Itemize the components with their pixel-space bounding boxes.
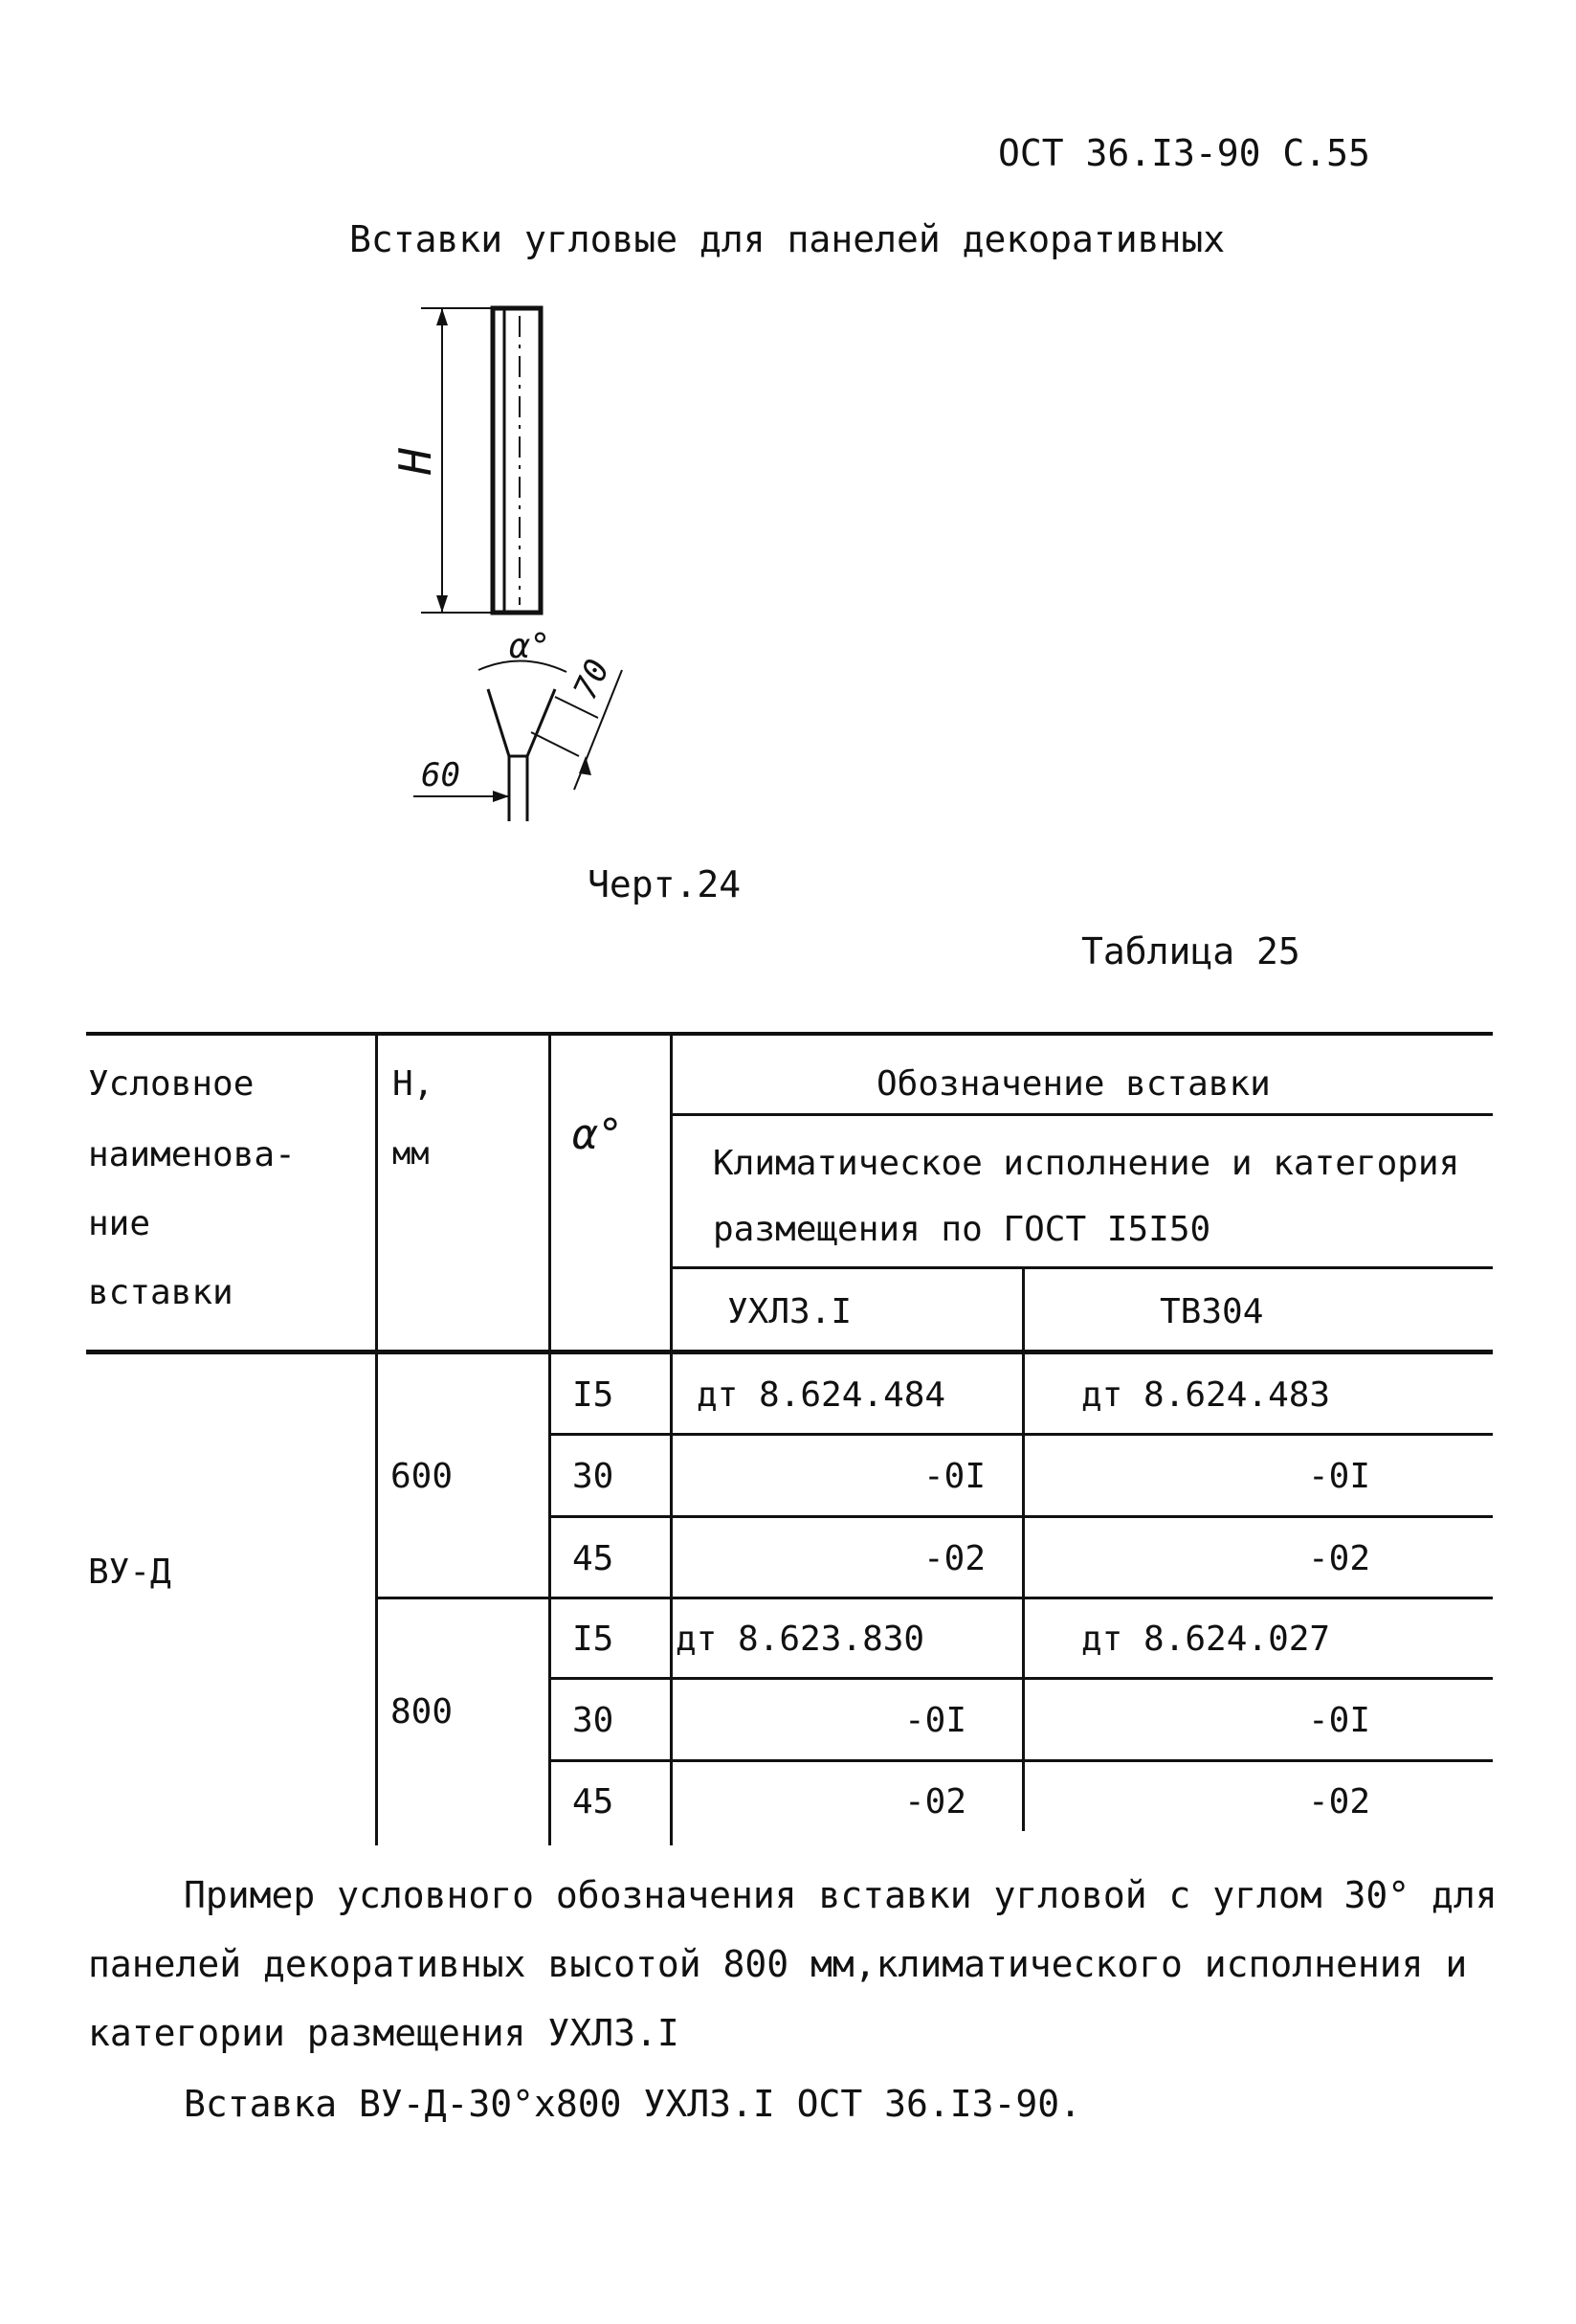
alpha-cell: I5 [572,1375,614,1415]
header-name-line3: ние [88,1204,151,1243]
dimension-60-label: 60 [421,756,460,794]
example-line4: Вставка ВУ-Д-30°х800 УХЛ3.I ОСТ 36.I3-90. [184,2083,1081,2125]
header-h-line1: Н, [392,1064,434,1104]
figure-caption: Черт.24 [588,863,742,905]
tv-cell: дт 8.624.027 [1081,1620,1331,1659]
header-name-line2: наименова- [88,1135,296,1174]
tv-cell: -02 [1307,1539,1370,1578]
alpha-cell: 30 [572,1457,614,1496]
group-h-800: 800 [390,1692,454,1732]
angle-label: α° [509,627,551,666]
figure-title: Вставки угловые для панелей декоративных [349,218,1226,260]
header-h-line2: мм [392,1135,430,1172]
uhl-cell: -02 [903,1782,966,1821]
uhl-cell: -0I [903,1701,966,1740]
header-climate-line2: размещения по ГОСТ I5I50 [713,1210,1211,1249]
row-name: ВУ-Д [88,1553,171,1592]
tv-cell: -0I [1307,1457,1370,1496]
uhl-cell: дт 8.624.484 [697,1375,946,1415]
alpha-cell: 45 [572,1782,614,1821]
header-col-uhl: УХЛ3.I [727,1292,853,1331]
uhl-cell: -02 [922,1539,986,1578]
uhl-cell: -0I [922,1457,986,1496]
header-designation: Обозначение вставки [877,1064,1271,1104]
tv-cell: -0I [1307,1701,1370,1740]
dimension-H-label: H [388,448,441,475]
tv-cell: дт 8.624.483 [1081,1375,1331,1415]
example-line2: панелей декоративных высотой 800 мм,климатического исполнения и [88,1943,1468,1985]
example-line1: Пример условного обозначения вставки угловой с углом 30° для [184,1874,1498,1916]
alpha-cell: 45 [572,1539,614,1578]
document-code: ОСТ 36.I3-90 С.55 [998,132,1370,174]
header-name-line1: Условное [88,1064,255,1104]
header-climate-line1: Климатическое исполнение и категория [713,1144,1460,1183]
header-alpha: α° [572,1110,623,1159]
dimension-70-label: 70 [566,653,618,706]
alpha-cell: 30 [572,1701,614,1740]
group-h-600: 600 [390,1457,454,1496]
example-line3: категории размещения УХЛ3.I [88,2012,679,2054]
table-caption: Таблица 25 [1081,930,1300,972]
header-col-tv: ТВ304 [1160,1292,1264,1331]
header-name-line4: вставки [88,1273,233,1312]
uhl-cell: дт 8.623.830 [676,1620,925,1659]
corner-insert-drawing [0,0,1576,861]
tv-cell: -02 [1307,1782,1370,1821]
alpha-cell: I5 [572,1620,614,1659]
